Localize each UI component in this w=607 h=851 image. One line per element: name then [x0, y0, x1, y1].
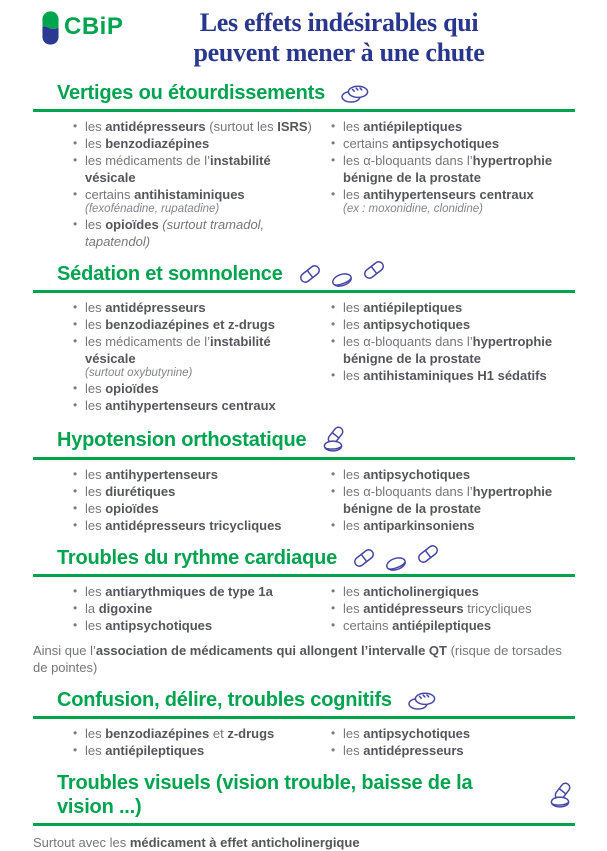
text-segment: antidépresseurs: [363, 601, 464, 617]
section-header: [33, 262, 575, 286]
section-header: [33, 81, 575, 105]
bullet-dot: •: [73, 584, 78, 599]
text-segment: antidépresseurs: [105, 119, 206, 135]
text-segment: antiparkinsoniens: [363, 518, 475, 534]
text-segment: les: [343, 300, 364, 316]
bullet-dot: •: [73, 317, 78, 332]
text-segment: médicament à effet anticholinergique: [129, 835, 360, 851]
bullet-dot: •: [73, 726, 78, 741]
text-segment: hypertrophie bénigne de la prostate: [343, 484, 553, 517]
list-item-text: [85, 316, 317, 333]
text-segment: certains: [343, 618, 393, 634]
list-item-text: [343, 466, 575, 483]
list-item-text: [343, 135, 575, 152]
list-item-text: [85, 725, 317, 742]
bullet-dot: •: [73, 381, 78, 396]
bullet-list: [73, 299, 317, 414]
text-segment: les: [85, 119, 106, 135]
text-segment: antihistaminiques H1 sédatifs: [363, 368, 547, 384]
bullet-dot: •: [331, 484, 336, 499]
bullet-columns: [33, 112, 575, 250]
list-item-text: [343, 617, 575, 634]
section-header: [33, 688, 575, 712]
list-item-text: [343, 583, 575, 600]
text-segment: antidépresseurs: [363, 743, 464, 759]
bullet-dot: •: [73, 467, 78, 482]
list-item-text: [85, 299, 317, 316]
text-segment: les: [343, 726, 364, 742]
list-item: [73, 316, 317, 333]
list-item-text: [343, 316, 575, 333]
section-visuels: [33, 771, 575, 851]
bullet-dot: •: [331, 743, 336, 758]
text-segment: antidépresseurs tricycliques: [105, 518, 282, 534]
bullet-dot: •: [73, 334, 78, 349]
text-segment: les: [85, 467, 106, 483]
list-item-text: [85, 483, 317, 500]
capsule-icon: [352, 547, 376, 569]
section-note: [33, 834, 575, 851]
section-note: [33, 642, 575, 676]
section-sedation: [33, 262, 575, 414]
list-item: [73, 617, 317, 634]
text-segment: (risque de torsades de pointes): [33, 643, 562, 676]
text-segment: les: [85, 584, 106, 600]
text-segment: antidépresseurs: [105, 300, 206, 316]
two-tablets-icon: [340, 83, 370, 104]
bullet-dot: •: [73, 484, 78, 499]
bullet-dot: •: [73, 153, 78, 168]
list-item: [331, 316, 575, 333]
bullet-dot: •: [331, 601, 336, 616]
text-segment: digoxine: [98, 601, 153, 617]
list-item: [331, 466, 575, 483]
text-segment: les: [343, 584, 364, 600]
bullet-dot: •: [73, 398, 78, 413]
text-segment: ISRS: [277, 119, 308, 135]
list-item-text: [343, 152, 575, 186]
text-segment: et: [209, 726, 228, 742]
bullet-dot: •: [331, 368, 336, 383]
section-hypotension: [33, 426, 575, 534]
list-item-text: [343, 483, 575, 517]
text-segment: benzodiazépines: [105, 726, 210, 742]
capsule-tablet-icon: [321, 426, 348, 453]
bullet-list: [331, 118, 575, 250]
section-icons: [321, 426, 348, 453]
bullet-dot: •: [73, 136, 78, 151]
list-item-text: [85, 118, 317, 135]
bullet-dot: •: [73, 119, 78, 134]
page-title-line1: Les effets indésirables qui: [199, 8, 479, 37]
list-item: [73, 517, 317, 534]
list-item-subtext: (surtout oxybutynine): [85, 367, 193, 380]
list-item: [73, 216, 317, 250]
text-segment: antihypertenseurs centraux: [105, 398, 276, 414]
bullet-dot: •: [73, 187, 78, 202]
text-segment: instabilité vésicale: [85, 334, 271, 367]
text-segment: les médicaments de l’: [85, 153, 210, 169]
list-item-text: [85, 742, 317, 759]
bullet-dot: •: [73, 518, 78, 533]
text-segment: les α-bloquants dans l’: [343, 153, 473, 169]
text-segment: antihypertenseurs centraux: [363, 187, 534, 203]
list-item-text: [85, 152, 317, 186]
list-item: [73, 742, 317, 759]
bullet-dot: •: [73, 300, 78, 315]
list-item: [331, 742, 575, 759]
bullet-list: [73, 466, 317, 534]
text-segment: les: [85, 726, 106, 742]
text-segment: les: [85, 518, 106, 534]
list-item: [331, 517, 575, 534]
list-item: [331, 583, 575, 600]
list-item: [73, 186, 317, 216]
bullet-dot: •: [331, 334, 336, 349]
bullet-list: [331, 466, 575, 534]
text-segment: ): [307, 119, 312, 135]
text-segment: les: [85, 618, 106, 634]
list-item-text: [343, 742, 575, 759]
list-item: [331, 367, 575, 384]
bullet-list: [331, 299, 575, 414]
section-icons: [340, 83, 370, 104]
page-title-line2: peuvent mener à une chute: [193, 37, 485, 67]
capsule-icon: [362, 259, 386, 281]
text-segment: les: [85, 484, 106, 500]
list-item-text: [85, 466, 317, 483]
section-header: [33, 426, 575, 453]
text-segment: les: [343, 317, 364, 333]
text-segment: les: [343, 368, 364, 384]
text-segment: les: [85, 743, 106, 759]
list-item: [73, 466, 317, 483]
text-segment: les: [85, 136, 106, 152]
text-segment: antipsychotiques: [392, 136, 500, 152]
text-segment: Surtout avec les: [33, 835, 130, 851]
list-item-text: [343, 118, 575, 135]
header: [33, 8, 575, 67]
text-segment: opioïdes: [105, 501, 159, 517]
bullet-dot: •: [331, 467, 336, 482]
list-item-text: [85, 135, 317, 152]
list-item-text: [343, 186, 575, 216]
text-segment: antiépileptiques: [363, 300, 463, 316]
text-segment: les: [85, 300, 106, 316]
text-segment: les: [85, 501, 106, 517]
section-header: [33, 771, 575, 819]
tablet-icon: [330, 271, 354, 289]
text-segment: certains: [85, 187, 135, 203]
section-icons: [352, 547, 440, 569]
bullet-columns: [33, 293, 575, 414]
text-segment: antipsychotiques: [363, 726, 471, 742]
bullet-dot: •: [73, 743, 78, 758]
list-item: [331, 600, 575, 617]
text-segment: hypertrophie bénigne de la prostate: [343, 334, 553, 367]
list-item-text: [343, 367, 575, 384]
bullet-dot: •: [331, 136, 336, 151]
list-item: [331, 186, 575, 216]
text-segment: antiépileptiques: [105, 743, 205, 759]
text-segment: opioïdes: [105, 381, 159, 397]
text-segment: (surtout les: [205, 119, 278, 135]
bullet-dot: •: [73, 618, 78, 633]
text-segment: diurétiques: [105, 484, 176, 500]
section-title: Sédation et somnolence: [57, 263, 283, 286]
section-confusion: [33, 688, 575, 759]
section-header: [33, 546, 575, 570]
bullet-columns: [33, 460, 575, 534]
list-item-subtext: (fexofénadine, rupatadine): [85, 203, 220, 216]
text-segment: les: [343, 187, 364, 203]
text-segment: benzodiazépines et z-drugs: [105, 317, 275, 333]
text-segment: les: [85, 381, 106, 397]
text-segment: les: [343, 518, 364, 534]
list-item-text: [85, 583, 317, 600]
capsule-icon: [416, 543, 440, 565]
text-segment: les α-bloquants dans l’: [343, 334, 473, 350]
section-divider: [33, 823, 575, 826]
list-item-text: [343, 333, 575, 367]
bullet-list: [73, 583, 317, 634]
capsule-icon: [298, 263, 322, 285]
cbip-logo: [40, 10, 123, 46]
list-item: [73, 299, 317, 316]
list-item: [73, 118, 317, 135]
list-item: [73, 135, 317, 152]
text-segment: les: [343, 743, 364, 759]
list-item-subtext: (ex : moxonidine, clonidine): [343, 203, 483, 216]
list-item-text: [343, 299, 575, 316]
text-segment: antipsychotiques: [105, 618, 213, 634]
bullet-columns: [33, 577, 575, 634]
text-segment: antipsychotiques: [363, 317, 471, 333]
list-item: [73, 600, 317, 617]
list-item-text: [85, 216, 317, 250]
text-segment: les: [85, 217, 106, 233]
list-item: [331, 118, 575, 135]
sections-container: [33, 81, 575, 851]
list-item: [331, 725, 575, 742]
list-item: [331, 333, 575, 367]
text-segment: instabilité vésicale: [85, 153, 271, 186]
list-item-text: [85, 600, 317, 617]
bullet-list: [331, 725, 575, 759]
bullet-list: [331, 583, 575, 634]
list-item: [73, 333, 317, 380]
list-item: [73, 483, 317, 500]
bullet-dot: •: [73, 601, 78, 616]
bullet-list: [73, 725, 317, 759]
text-segment: les α-bloquants dans l’: [343, 484, 473, 500]
list-item-text: [85, 517, 317, 534]
list-item-text: [343, 517, 575, 534]
section-title: Vertiges ou étourdissements: [57, 82, 326, 105]
section-title: Hypotension orthostatique: [57, 428, 307, 451]
bullet-dot: •: [331, 119, 336, 134]
section-icons: [407, 690, 437, 711]
pill-logo-icon: [40, 10, 61, 46]
section-title: Confusion, délire, troubles cognitifs: [57, 689, 392, 712]
text-segment: antipsychotiques: [363, 467, 471, 483]
list-item-text: [85, 617, 317, 634]
list-item: [331, 617, 575, 634]
bullet-list: [73, 118, 317, 250]
logo-text: CBiP: [64, 13, 124, 40]
list-item-text: [343, 725, 575, 742]
text-segment: antihypertenseurs: [105, 467, 218, 483]
text-segment: hypertrophie bénigne de la prostate: [343, 153, 553, 186]
list-item-text: [85, 380, 317, 397]
section-title: Troubles du rythme cardiaque: [57, 547, 338, 570]
bullet-dot: •: [331, 300, 336, 315]
text-segment: tricycliques: [463, 601, 532, 617]
section-vertiges: [33, 81, 575, 250]
text-segment: benzodiazépines: [105, 136, 210, 152]
text-segment: les médicaments de l’: [85, 334, 210, 350]
text-segment: antiarythmiques de type 1a: [105, 584, 273, 600]
section-icons: [298, 263, 386, 285]
text-segment: Ainsi que l’: [33, 643, 96, 659]
section-rythme: [33, 546, 575, 676]
text-segment: les: [343, 467, 364, 483]
bullet-dot: •: [331, 726, 336, 741]
text-segment: association de médicaments qui allongent l’intervalle QT: [95, 643, 447, 659]
bullet-dot: •: [331, 187, 336, 202]
list-item: [73, 500, 317, 517]
list-item-text: [85, 186, 317, 216]
bullet-columns: [33, 719, 575, 759]
text-segment: les: [85, 317, 106, 333]
text-segment: z-drugs: [227, 726, 275, 742]
list-item: [73, 583, 317, 600]
bullet-dot: •: [73, 501, 78, 516]
capsule-tablet-icon: [548, 782, 575, 809]
text-segment: les: [85, 398, 106, 414]
list-item-text: [343, 600, 575, 617]
section-icons: [548, 782, 575, 809]
list-item: [73, 380, 317, 397]
list-item: [73, 397, 317, 414]
list-item-text: [85, 333, 317, 380]
bullet-dot: •: [73, 217, 78, 232]
bullet-dot: •: [331, 317, 336, 332]
text-segment: les: [343, 119, 364, 135]
list-item: [331, 135, 575, 152]
text-segment: certains: [343, 136, 393, 152]
two-tablets-icon: [407, 690, 437, 711]
text-segment: opioïdes: [105, 217, 159, 233]
text-segment: les: [343, 601, 364, 617]
text-segment: (surtout tramadol, tapatendol): [85, 217, 265, 250]
list-item-text: [85, 397, 317, 414]
bullet-dot: •: [331, 518, 336, 533]
section-title: Troubles visuels (vision trouble, baisse de la vision ...): [57, 772, 473, 819]
text-segment: anticholinergiques: [363, 584, 479, 600]
text-segment: antiépileptiques: [363, 119, 463, 135]
bullet-dot: •: [331, 584, 336, 599]
list-item: [331, 483, 575, 517]
text-segment: antiépileptiques: [392, 618, 492, 634]
list-item: [331, 299, 575, 316]
bullet-dot: •: [331, 618, 336, 633]
text-segment: antihistaminiques: [134, 187, 245, 203]
list-item: [73, 152, 317, 186]
list-item-text: [85, 500, 317, 517]
text-segment: la: [85, 601, 99, 617]
list-item: [73, 725, 317, 742]
bullet-dot: •: [331, 153, 336, 168]
tablet-icon: [384, 555, 408, 573]
list-item: [331, 152, 575, 186]
